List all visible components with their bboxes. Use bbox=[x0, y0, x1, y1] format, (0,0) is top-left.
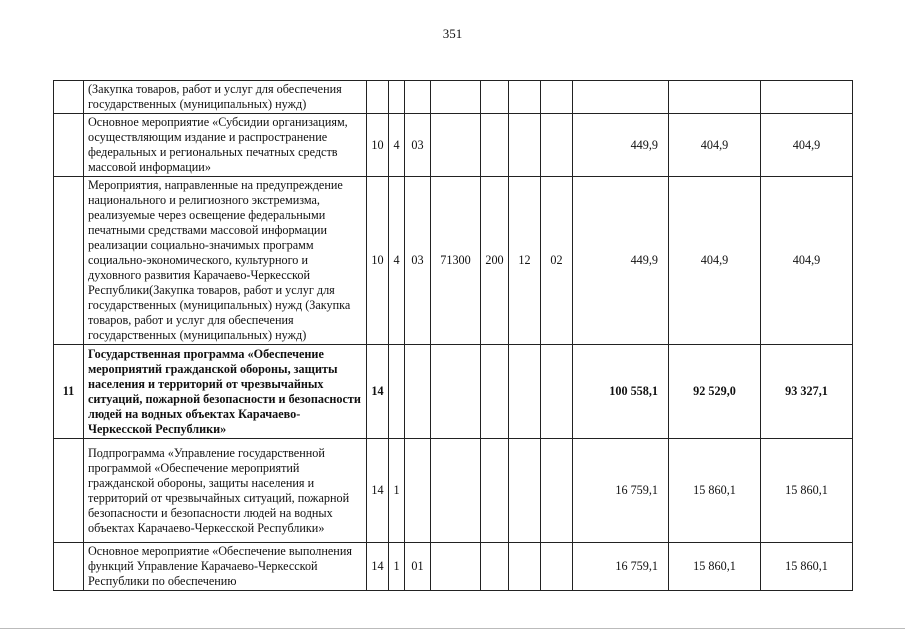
table-row bbox=[54, 177, 853, 345]
row-name-cell: Подпрограмма «Управление государственной программой «Обеспечение мероприятий гражданской обороны, защиты населения и территорий от чрезвычайных ситуаций, пожарной безопасности и безопасности людей на водных объектах Карачаево-Черкесской Республики» bbox=[84, 439, 367, 543]
year1-amount-cell: 16 759,1 bbox=[573, 543, 669, 591]
row-number-cell bbox=[54, 177, 84, 345]
vr-cell bbox=[481, 543, 509, 591]
year2-amount-cell bbox=[669, 81, 761, 114]
table-row bbox=[54, 543, 853, 591]
code7-cell bbox=[541, 345, 573, 439]
year3-amount-cell: 15 860,1 bbox=[761, 439, 853, 543]
year1-amount-cell: 100 558,1 bbox=[573, 345, 669, 439]
table-row bbox=[54, 114, 853, 177]
year2-amount-cell: 15 860,1 bbox=[669, 543, 761, 591]
row-number-cell: 11 bbox=[54, 345, 84, 439]
row-number-cell bbox=[54, 439, 84, 543]
table-body bbox=[54, 81, 853, 591]
year3-amount-cell: 404,9 bbox=[761, 114, 853, 177]
rz-cell: 10 bbox=[367, 177, 389, 345]
vr-cell: 200 bbox=[481, 177, 509, 345]
table-row bbox=[54, 345, 853, 439]
pr-cell: 1 bbox=[389, 439, 405, 543]
year1-amount-cell: 449,9 bbox=[573, 177, 669, 345]
code6-cell bbox=[509, 439, 541, 543]
code7-cell: 02 bbox=[541, 177, 573, 345]
code7-cell bbox=[541, 439, 573, 543]
csr2-cell bbox=[431, 114, 481, 177]
code7-cell bbox=[541, 114, 573, 177]
row-name-cell: Основное мероприятие «Субсидии организациям, осуществляющим издание и распространение федеральных и региональных печатных средств массовой информации» bbox=[84, 114, 367, 177]
table-row bbox=[54, 439, 853, 543]
year3-amount-cell: 404,9 bbox=[761, 177, 853, 345]
pr-cell: 4 bbox=[389, 114, 405, 177]
table-row bbox=[54, 81, 853, 114]
pr-cell bbox=[389, 81, 405, 114]
code6-cell bbox=[509, 345, 541, 439]
code7-cell bbox=[541, 543, 573, 591]
csr1-cell bbox=[405, 81, 431, 114]
year2-amount-cell: 404,9 bbox=[669, 114, 761, 177]
csr1-cell bbox=[405, 345, 431, 439]
page-bottom-divider bbox=[0, 628, 905, 629]
row-name-cell: Государственная программа «Обеспечение мероприятий гражданской обороны, защиты населения и территорий от чрезвычайных ситуаций, пожарной безопасности и безопасности людей на водных объектах Карачаево-Черкесской Республики» bbox=[84, 345, 367, 439]
csr2-cell bbox=[431, 543, 481, 591]
csr2-cell: 71300 bbox=[431, 177, 481, 345]
year2-amount-cell: 92 529,0 bbox=[669, 345, 761, 439]
pr-cell: 4 bbox=[389, 177, 405, 345]
rz-cell: 14 bbox=[367, 439, 389, 543]
vr-cell bbox=[481, 114, 509, 177]
code6-cell bbox=[509, 81, 541, 114]
csr1-cell bbox=[405, 439, 431, 543]
code6-cell: 12 bbox=[509, 177, 541, 345]
code6-cell bbox=[509, 114, 541, 177]
vr-cell bbox=[481, 81, 509, 114]
csr1-cell: 03 bbox=[405, 114, 431, 177]
pr-cell bbox=[389, 345, 405, 439]
year3-amount-cell: 93 327,1 bbox=[761, 345, 853, 439]
code7-cell bbox=[541, 81, 573, 114]
row-number-cell bbox=[54, 114, 84, 177]
rz-cell bbox=[367, 81, 389, 114]
budget-table bbox=[53, 80, 853, 591]
row-number-cell bbox=[54, 81, 84, 114]
pr-cell: 1 bbox=[389, 543, 405, 591]
csr1-cell: 01 bbox=[405, 543, 431, 591]
page-number: 351 bbox=[442, 26, 463, 41]
rz-cell: 14 bbox=[367, 543, 389, 591]
year1-amount-cell: 16 759,1 bbox=[573, 439, 669, 543]
vr-cell bbox=[481, 345, 509, 439]
year3-amount-cell: 15 860,1 bbox=[761, 543, 853, 591]
csr2-cell bbox=[431, 345, 481, 439]
row-number-cell bbox=[54, 543, 84, 591]
year1-amount-cell bbox=[573, 81, 669, 114]
row-name-cell: (Закупка товаров, работ и услуг для обеспечения государственных (муниципальных) нужд) bbox=[84, 81, 367, 114]
year1-amount-cell: 449,9 bbox=[573, 114, 669, 177]
vr-cell bbox=[481, 439, 509, 543]
csr2-cell bbox=[431, 81, 481, 114]
csr1-cell: 03 bbox=[405, 177, 431, 345]
csr2-cell bbox=[431, 439, 481, 543]
code6-cell bbox=[509, 543, 541, 591]
row-name-cell: Основное мероприятие «Обеспечение выполнения функций Управление Карачаево-Черкесской Республики по обеспечению bbox=[84, 543, 367, 591]
rz-cell: 10 bbox=[367, 114, 389, 177]
year3-amount-cell bbox=[761, 81, 853, 114]
row-name-cell: Мероприятия, направленные на предупреждение национального и религиозного экстремизма, реализуемые через освещение федеральными печатными средствами массовой информации реализации социально-значимых программ социально-экономического, культурного и духовного развития Карачаево-Черкесской Республики(Закупка товаров, работ и услуг для государственных (муниципальных) нужд (Закупка товаров, работ и услуг для обеспечения государственных (муниципальных) нужд) bbox=[84, 177, 367, 345]
rz-cell: 14 bbox=[367, 345, 389, 439]
year2-amount-cell: 404,9 bbox=[669, 177, 761, 345]
year2-amount-cell: 15 860,1 bbox=[669, 439, 761, 543]
